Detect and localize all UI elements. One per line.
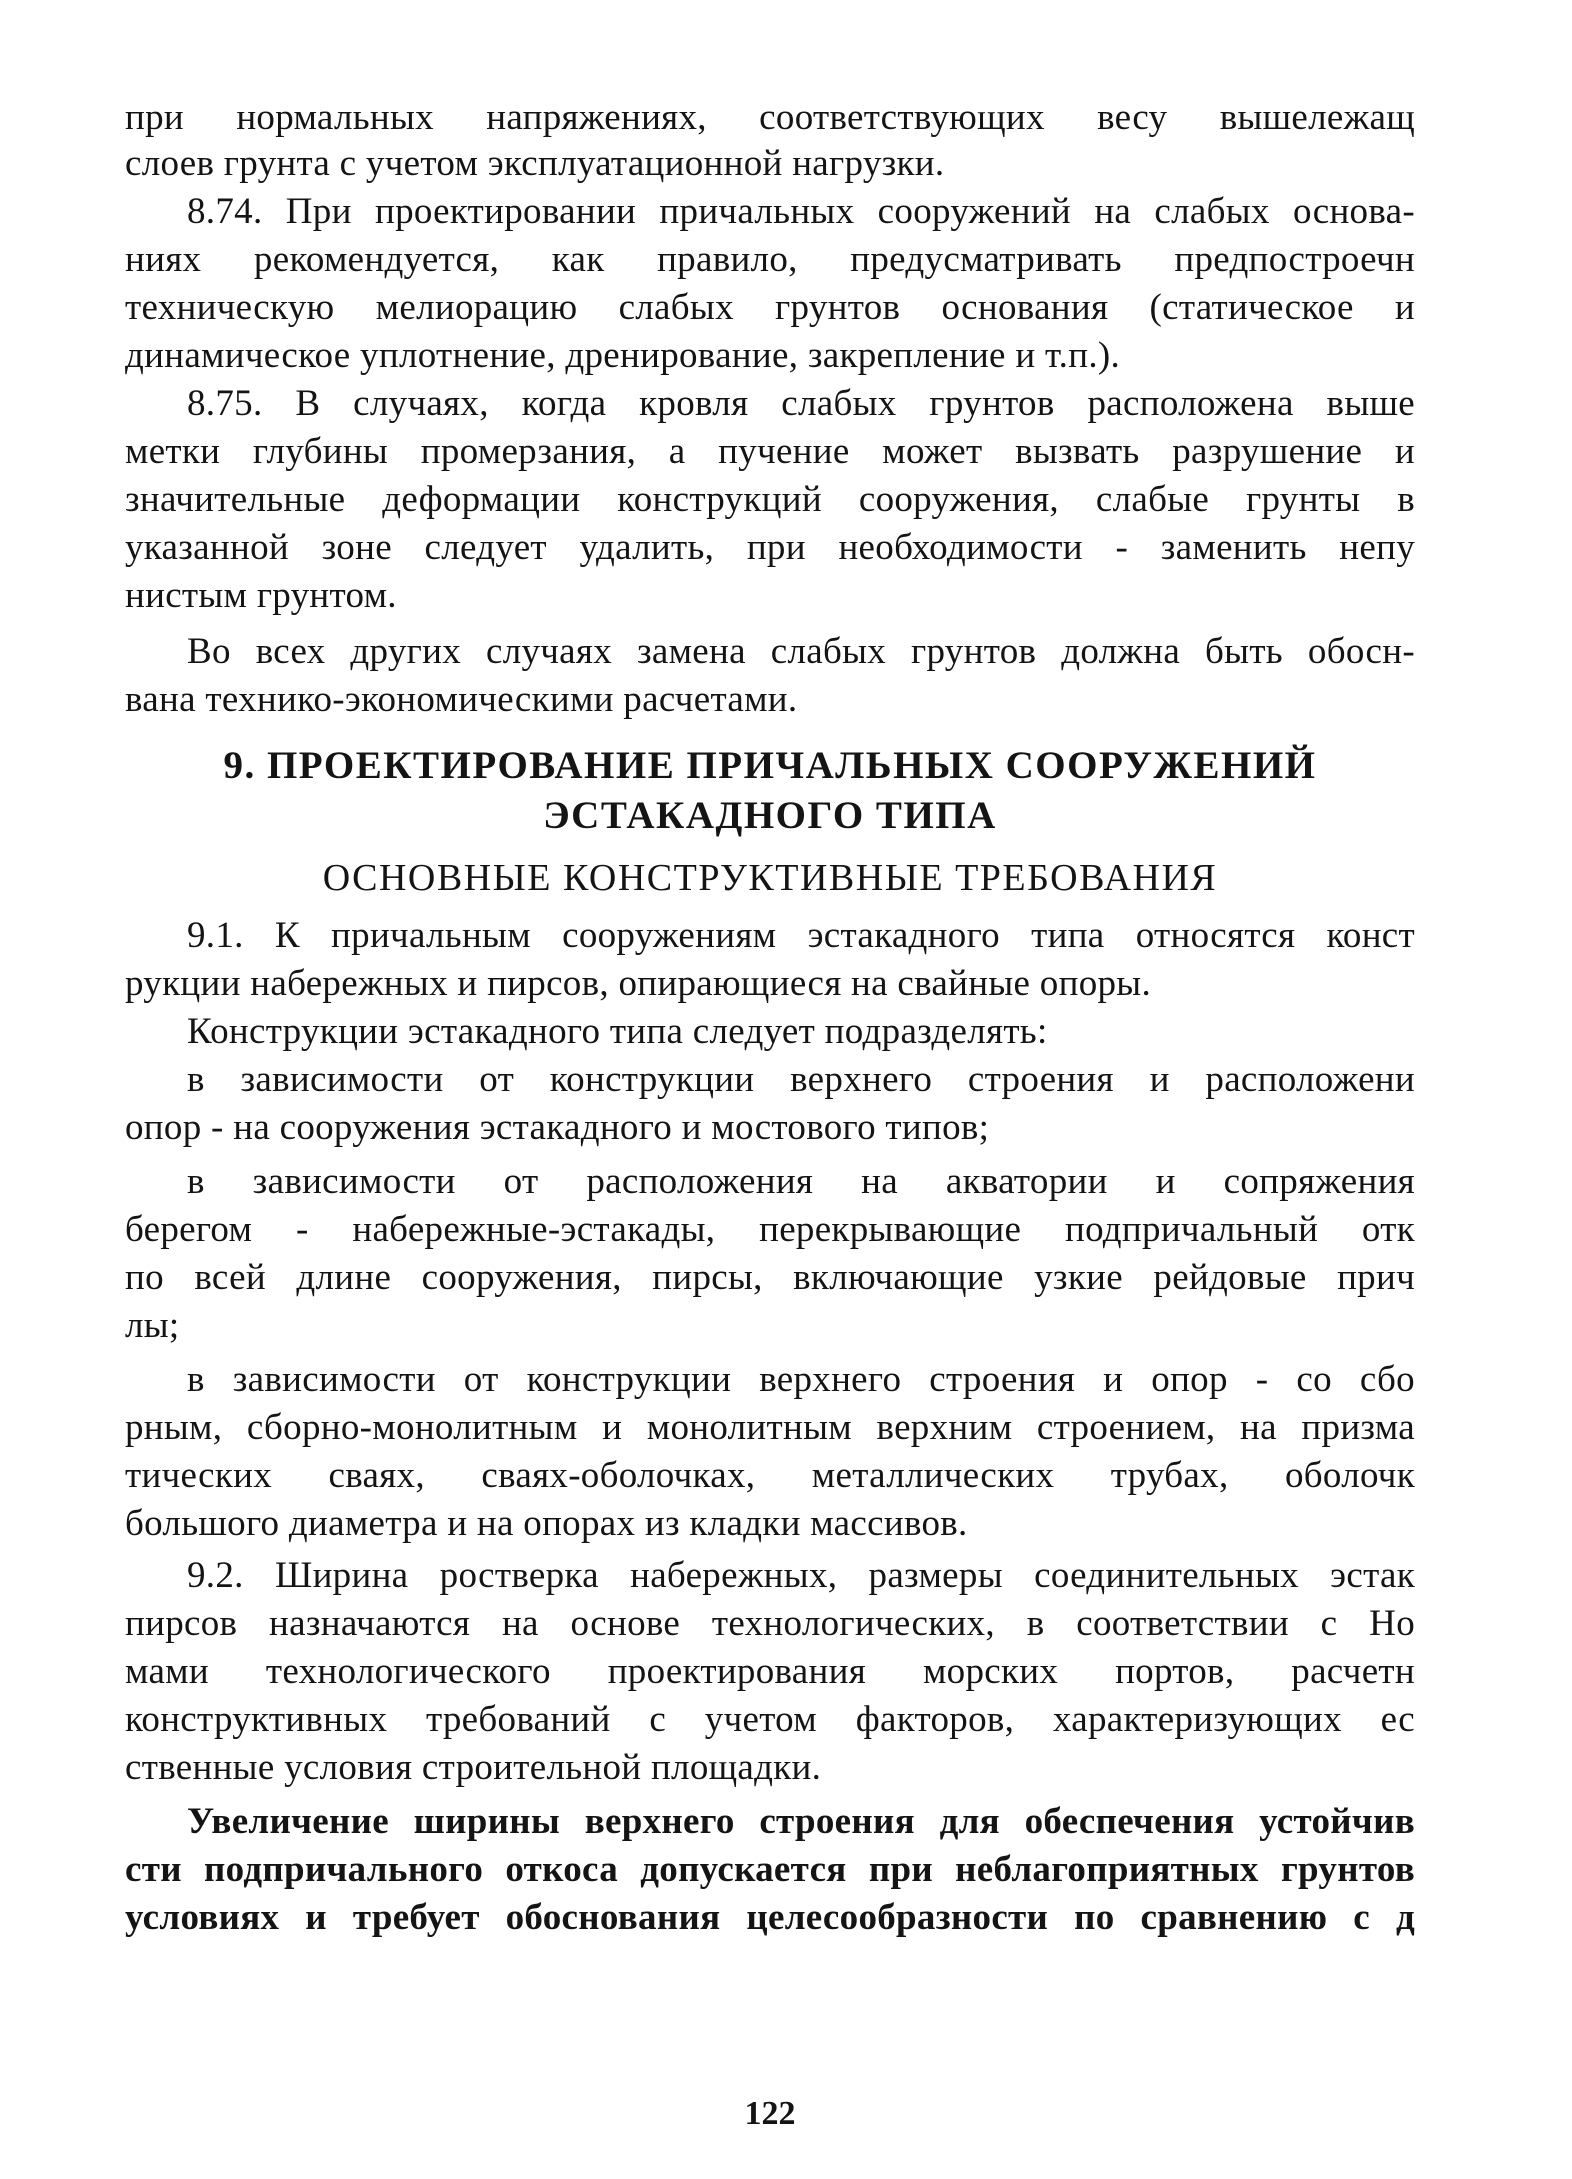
body-line: нистым грунтом. xyxy=(125,575,397,616)
body-line: конструктивных требований с учетом факторов, характеризующих ес xyxy=(125,1699,1415,1740)
body-line: 9.2. Ширина ростверка набережных, размеры соединительных эстак xyxy=(187,1555,1415,1596)
body-line: 8.75. В случаях, когда кровля слабых грунтов расположена выше xyxy=(187,383,1415,424)
body-line: опор - на сооружения эстакадного и мостового типов; xyxy=(125,1107,990,1148)
body-line: по всей длине сооружения, пирсы, включающие узкие рейдовые прич xyxy=(125,1257,1415,1298)
body-line: берегом - набережные-эстакады, перекрывающие подпричальный отк xyxy=(125,1209,1415,1250)
body-line: техническую мелиорацию слабых грунтов основания (статическое и xyxy=(125,287,1415,328)
body-line: мами технологического проектирования морских портов, расчетн xyxy=(125,1651,1415,1692)
section-heading: 9. ПРОЕКТИРОВАНИЕ ПРИЧАЛЬНЫХ СООРУЖЕНИЙ xyxy=(223,744,1317,787)
body-line: лы; xyxy=(125,1305,180,1346)
body-line: в зависимости от конструкции верхнего строения и опор - со сбо xyxy=(187,1359,1415,1400)
body-line: Во всех других случаях замена слабых грунтов должна быть обосн- xyxy=(187,631,1415,672)
body-line: Конструкции эстакадного типа следует подразделять: xyxy=(187,1011,1048,1052)
body-line: в зависимости от расположения на акватории и сопряжения xyxy=(187,1161,1415,1202)
body-line: пирсов назначаются на основе технологических, в соответствии с Но xyxy=(125,1603,1415,1644)
body-line: Увеличение ширины верхнего строения для обеспечения устойчив xyxy=(187,1801,1415,1842)
body-line: динамическое уплотнение, дренирование, закрепление и т.п.). xyxy=(125,335,1121,376)
body-line: вана технико-экономическими расчетами. xyxy=(125,679,798,720)
body-line: метки глубины промерзания, а пучение может вызвать разрушение и xyxy=(125,431,1415,472)
section-heading: ЭСТАКАДНОГО ТИПА xyxy=(543,794,997,837)
body-line: большого диаметра и на опорах из кладки массивов. xyxy=(125,1503,968,1544)
body-line: рукции набережных и пирсов, опирающиеся на свайные опоры. xyxy=(125,963,1151,1004)
body-line: при нормальных напряжениях, соответствующих весу вышележащ xyxy=(125,97,1415,138)
body-line: ниях рекомендуется, как правило, предусматривать предпостроечн xyxy=(125,239,1415,280)
body-line: слоев грунта с учетом эксплуатационной нагрузки. xyxy=(125,143,945,184)
body-line: ственные условия строительной площадки. xyxy=(125,1747,822,1788)
document-page xyxy=(125,92,1415,2132)
body-line: указанной зоне следует удалить, при необходимости - заменить непу xyxy=(125,527,1415,568)
section-subheading: ОСНОВНЫЕ КОНСТРУКТИВНЫЕ ТРЕБОВАНИЯ xyxy=(322,857,1218,899)
body-line: рным, сборно-монолитным и монолитным верхним строением, на призма xyxy=(125,1407,1415,1448)
body-line: сти подпричального откоса допускается при неблагоприятных грунтов xyxy=(125,1849,1415,1890)
body-line: 8.74. При проектировании причальных сооружений на слабых основа- xyxy=(187,191,1415,232)
body-line: тических сваях, сваях-оболочках, металлических трубах, оболочк xyxy=(125,1455,1415,1496)
body-line: значительные деформации конструкций сооружения, слабые грунты в xyxy=(125,479,1415,520)
body-line: условиях и требует обоснования целесообразности по сравнению с д xyxy=(125,1897,1415,1938)
body-line: 9.1. К причальным сооружениям эстакадного типа относятся конст xyxy=(187,915,1415,956)
page-number: 122 xyxy=(744,2095,796,2132)
body-line: в зависимости от конструкции верхнего строения и расположени xyxy=(187,1059,1415,1100)
